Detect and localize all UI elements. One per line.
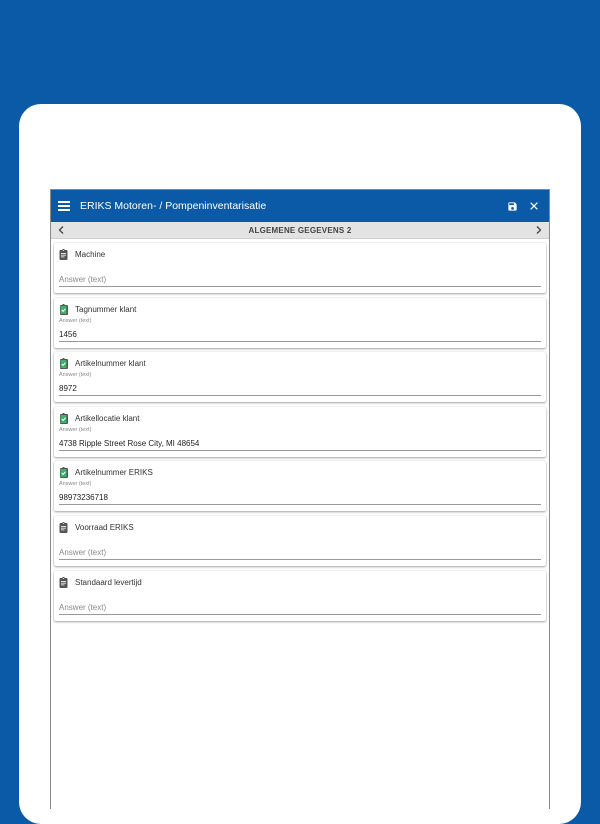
answer-placeholder: Answer (text) bbox=[59, 602, 107, 612]
chevron-right-icon bbox=[536, 226, 542, 234]
section-title: ALGEMENE GEGEVENS 2 bbox=[248, 225, 352, 235]
question-header bbox=[59, 522, 134, 533]
answer-field-label: Answer (text) bbox=[59, 372, 92, 379]
clipboard-text-icon bbox=[59, 577, 69, 588]
clipboard-text-icon bbox=[59, 522, 69, 533]
clipboard-check-icon bbox=[59, 467, 69, 478]
save-icon bbox=[507, 201, 518, 212]
question-list bbox=[51, 239, 549, 621]
answer-text-field[interactable] bbox=[59, 272, 541, 287]
answer-text-field[interactable] bbox=[59, 317, 541, 342]
answer-value: 4738 Ripple Street Rose City, MI 48654 bbox=[59, 438, 200, 448]
answer-text-field[interactable] bbox=[59, 545, 541, 560]
answer-field-label: Answer (text) bbox=[59, 426, 92, 433]
answer-value: 1456 bbox=[59, 329, 77, 339]
answer-field-label: Answer (text) bbox=[59, 481, 92, 488]
clipboard-check-icon bbox=[59, 358, 69, 369]
question-header bbox=[59, 467, 153, 478]
answer-text-field[interactable] bbox=[59, 426, 541, 451]
answer-text-field[interactable] bbox=[59, 600, 541, 615]
answer-value: 98973236718 bbox=[59, 493, 108, 503]
save-button[interactable] bbox=[503, 197, 521, 215]
question-header bbox=[59, 358, 146, 369]
question-label: Artikelnummer klant bbox=[75, 359, 146, 369]
previous-section-button[interactable] bbox=[56, 224, 66, 236]
section-navigator bbox=[51, 222, 549, 239]
next-section-button[interactable] bbox=[534, 224, 544, 236]
question-card bbox=[54, 352, 546, 402]
question-label: Artikelnummer ERIKS bbox=[75, 468, 153, 478]
question-label: Voorraad ERIKS bbox=[75, 522, 134, 532]
clipboard-check-icon bbox=[59, 304, 69, 315]
question-card bbox=[54, 407, 546, 457]
question-header bbox=[59, 577, 142, 588]
question-card bbox=[54, 243, 546, 293]
chevron-left-icon bbox=[58, 226, 64, 234]
clipboard-check-icon bbox=[59, 413, 69, 424]
question-card bbox=[54, 516, 546, 566]
app-window bbox=[50, 189, 550, 809]
app-bar bbox=[51, 190, 549, 222]
question-label: Machine bbox=[75, 250, 106, 259]
question-label: Artikellocatie klant bbox=[75, 413, 140, 423]
question-header bbox=[59, 413, 139, 424]
close-icon bbox=[529, 201, 539, 211]
question-label: Tagnummer klant bbox=[75, 304, 137, 314]
clipboard-text-icon bbox=[59, 249, 69, 260]
question-label: Standaard levertijd bbox=[75, 577, 142, 587]
answer-text-field[interactable] bbox=[59, 372, 541, 396]
answer-text-field[interactable] bbox=[59, 481, 541, 505]
question-card bbox=[54, 461, 546, 511]
question-card bbox=[54, 571, 546, 621]
app-title: ERIKS Motoren- / Pompeninventarisatie bbox=[80, 200, 267, 212]
answer-field-label: Answer (text) bbox=[59, 317, 92, 324]
answer-placeholder: Answer (text) bbox=[59, 275, 107, 284]
answer-placeholder: Answer (text) bbox=[59, 547, 107, 557]
menu-icon[interactable] bbox=[58, 199, 72, 213]
question-header bbox=[59, 304, 136, 315]
answer-value: 8972 bbox=[59, 384, 77, 394]
question-header bbox=[59, 249, 105, 260]
close-button[interactable] bbox=[525, 197, 543, 215]
question-card bbox=[54, 298, 546, 348]
